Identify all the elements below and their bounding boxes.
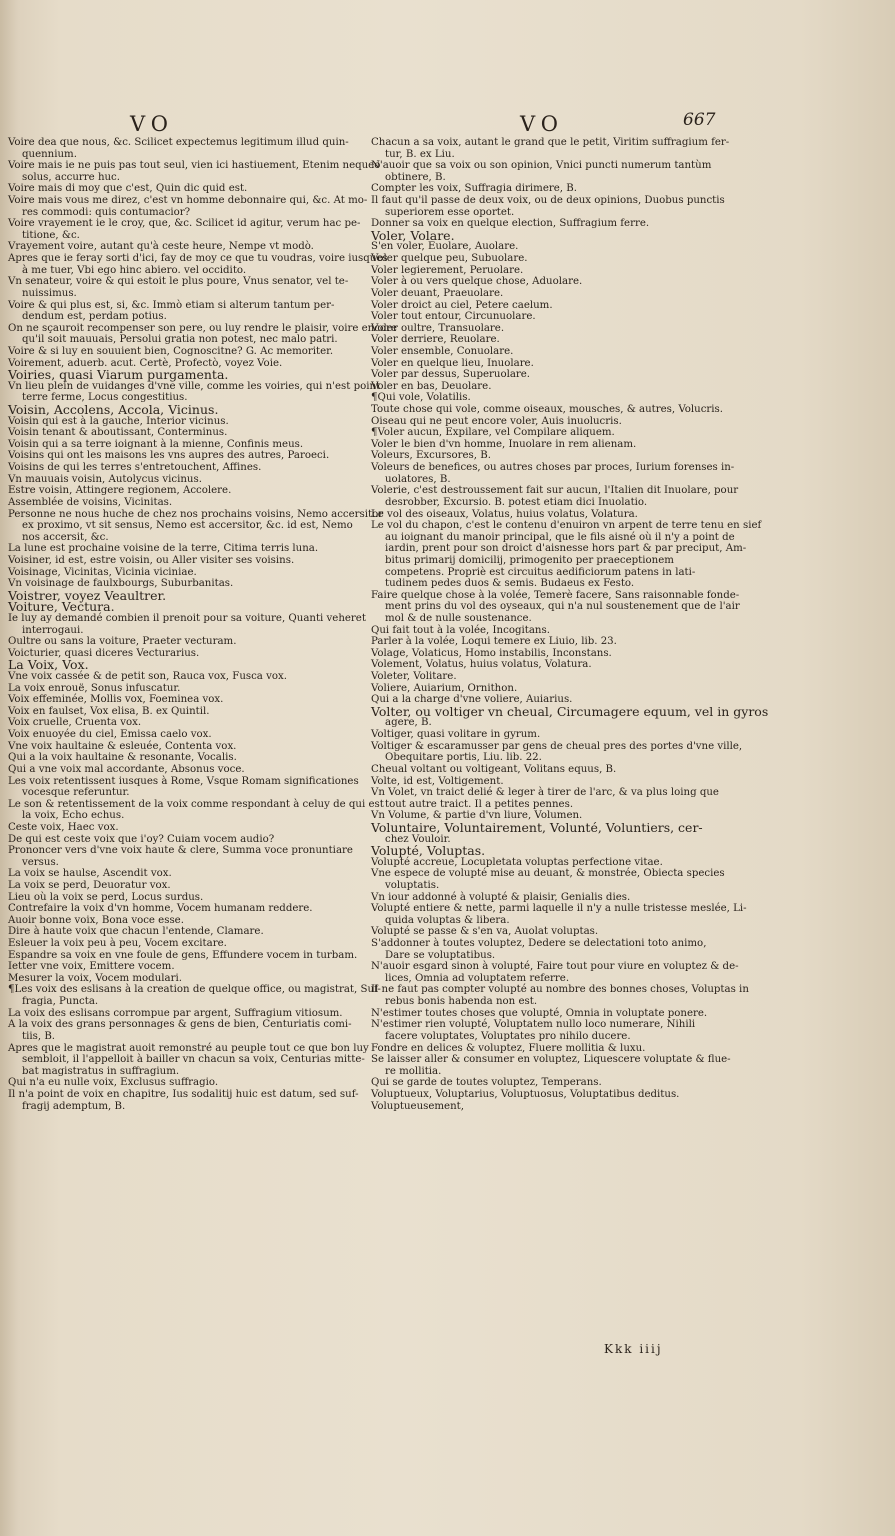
entry-line: Fondre en delices & voluptez, Fluere mollitia & luxu.: [371, 1042, 646, 1054]
entry-line: ¶Les voix des eslisans à la creation de quelque office, ou magistrat, Suf-: [8, 984, 381, 996]
entry-line: Voisins de qui les terres s'entretouchent, Affines.: [8, 462, 262, 474]
entry-line: Il faut qu'il passe de deux voix, ou de deux opinions, Duobus punctis: [371, 195, 725, 207]
entry-line: Compter les voix, Suffragia dirimere, B.: [371, 183, 577, 195]
entry-line: Voix effeminée, Mollis vox, Foeminea vox.: [8, 694, 224, 706]
entry-line: vocesque referuntur.: [22, 787, 130, 799]
entry-line: Voisinage, Vicinitas, Vicinia viciniae.: [8, 566, 197, 578]
entry-line: Vn mauuais voisin, Autolycus vicinus.: [8, 473, 202, 485]
entry-line: interrogaui.: [22, 624, 84, 636]
entry-line: Voluptueusement,: [371, 1100, 464, 1112]
entry-line: Apres que ie feray sorti d'ici, fay de moy ce que tu voudras, voire iusques: [8, 253, 388, 265]
entry-line: Voler par dessus, Superuolare.: [371, 369, 531, 381]
entry-line: Qui n'a eu nulle voix, Exclusus suffragio.: [8, 1077, 219, 1089]
entry-line: competens. Propriè est circuitus aedificiorum patens in lati-: [385, 566, 696, 578]
entry-line: ¶Voler aucun, Expilare, vel Compilare aliquem.: [371, 427, 615, 439]
entry-line: N'auoir esgard sinon à volupté, Faire tout pour viure en voluptez & de-: [371, 961, 739, 973]
entry-line: Voirement, aduerb. acut. Certè, Profectò, voyez Voie.: [8, 357, 283, 369]
entry-line: quennium.: [22, 148, 77, 160]
entry-line: Donner sa voix en quelque election, Suffragium ferre.: [371, 218, 650, 230]
entry-line: Ie luy ay demandé combien il prenoit pour sa voiture, Quanti veheret: [8, 612, 366, 624]
entry-line: Vrayement voire, autant qu'à ceste heure, Nempe vt modò.: [8, 241, 314, 253]
entry-line: La lune est prochaine voisine de la terre, Citima terris luna.: [8, 543, 319, 555]
entry-line: La Voix, Vox.: [8, 657, 89, 673]
entry-line: N'auoir que sa voix ou son opinion, Vnici puncti numerum tantùm: [371, 160, 712, 172]
right-column: [371, 137, 769, 1112]
entry-line: iardin, prent pour son droict d'aisnesse hors part & par preciput, Am-: [385, 543, 747, 555]
entry-line: A la voix des grans personnages & gens de bien, Centuriatis comi-: [8, 1019, 352, 1031]
entry-line: Volerie, c'est destroussement fait sur aucun, l'Italien dit Inuolare, pour: [371, 485, 739, 497]
entry-line: Volupté accreue, Locupletata voluptas perfectione vitae.: [371, 856, 663, 868]
entry-line: Voler legierement, Peruolare.: [371, 264, 524, 276]
entry-line: nos accersit, &c.: [22, 531, 109, 543]
entry-line: Voltiger & escaramusser par gens de cheual pres des portes d'vne ville,: [371, 740, 743, 752]
entry-line: chez Vouloir.: [385, 833, 451, 845]
entry-line: fragij ademptum, B.: [22, 1100, 126, 1112]
entry-line: Mesurer la voix, Vocem modulari.: [8, 972, 182, 984]
entry-line: Voistrer, voyez Veaultrer.: [8, 587, 167, 603]
left-column: [8, 137, 397, 1112]
entry-line: Voler, Volare.: [371, 227, 455, 243]
entry-line: Vn voisinage de faulxbourgs, Suburbanitas.: [8, 578, 234, 590]
entry-line: Voiture, Vectura.: [8, 599, 115, 615]
entry-line: N'estimer toutes choses que volupté, Omnia in voluptate ponere.: [371, 1007, 708, 1019]
entry-line: La voix des eslisans corrompue par argent, Suffragium vitiosum.: [8, 1007, 343, 1019]
entry-line: la voix, Echo echus.: [22, 810, 125, 822]
entry-line: Voler derriere, Reuolare.: [371, 334, 500, 346]
entry-line: Volupté, Voluptas.: [371, 843, 486, 859]
entry-line: qu'il soit mauuais, Persolui gratia non potest, nec malo patri.: [22, 334, 338, 346]
entry-line: Voire mais ie ne puis pas tout seul, vien ici hastiuement, Etenim nequeo: [8, 160, 381, 172]
entry-line: Voire & si luy en souuient bien, Cognoscitne? G. Ac memoriter.: [8, 345, 334, 357]
entry-line: Voluntaire, Voluntairement, Volunté, Voluntiers, cer-: [371, 819, 703, 835]
entry-line: Prononcer vers d'vne voix haute & clere, Summa voce pronuntiare: [8, 845, 353, 857]
entry-line: Vn Volume, & partie d'vn liure, Volumen.: [371, 810, 583, 822]
entry-line: facere voluptates, Voluptates pro nihilo ducere.: [385, 1030, 631, 1042]
entry-line: fragia, Puncta.: [22, 996, 99, 1008]
entry-line: tout autre traict. Il a petites pennes.: [385, 798, 574, 810]
entry-line: La voix se haulse, Ascendit vox.: [8, 868, 172, 880]
entry-line: nuissimus.: [22, 287, 77, 299]
entry-line: Parler à la volée, Loqui temere ex Liuio, lib. 23.: [371, 636, 617, 648]
entry-line: Esleuer la voix peu à peu, Vocem excitare.: [8, 938, 227, 950]
entry-line: Voire mais di moy que c'est, Quin dic quid est.: [8, 183, 248, 195]
entry-line: Voleurs de benefices, ou autres choses par proces, Iurium forenses in-: [371, 462, 735, 474]
entry-line: Apres que le magistrat auoit remonstré au peuple tout ce que bon luy: [8, 1042, 369, 1054]
entry-line: Volte, id est, Voltigement.: [371, 775, 504, 787]
entry-line: Le vol des oiseaux, Volatus, huius volatus, Volatura.: [371, 508, 638, 520]
entry-line: Il ne faut pas compter volupté au nombre des bonnes choses, Voluptas in: [371, 984, 749, 996]
entry-line: Personne ne nous huche de chez nos prochains voisins, Nemo accersitor: [8, 508, 384, 520]
entry-line: Le son & retentissement de la voix comme respondant à celuy de qui est: [8, 798, 384, 810]
entry-line: Vn lieu plein de vuidanges d'vne ville, comme les voiries, qui n'est point: [8, 380, 381, 392]
entry-line: res commodi: quis contumacior?: [22, 206, 191, 218]
entry-line: bat magistratus in suffragium.: [22, 1065, 180, 1077]
entry-line: Voler deuant, Praeuolare.: [371, 287, 504, 299]
entry-line: Il n'a point de voix en chapitre, Ius sodalitij huic est datum, sed suf-: [8, 1088, 359, 1100]
entry-line: Voler en bas, Deuolare.: [371, 380, 492, 392]
entry-line: voluptatis.: [385, 880, 440, 891]
entry-line: Volupté entiere & nette, parmi laquelle il n'y a nulle tristesse meslée, Li-: [371, 903, 747, 915]
entry-line: Voix enuoyée du ciel, Emissa caelo vox.: [8, 729, 212, 741]
entry-line: Vne voix cassée & de petit son, Rauca vox, Fusca vox.: [8, 671, 287, 683]
entry-line: Vne espece de volupté mise au deuant, & monstrée, Obiecta species: [371, 868, 725, 880]
entry-line: Toute chose qui vole, comme oiseaux, mousches, & autres, Volucris.: [371, 404, 724, 416]
entry-line: Contrefaire la voix d'vn homme, Vocem humanam reddere.: [8, 903, 313, 915]
running-head-right: VO: [520, 112, 565, 136]
entry-line: Dire à haute voix que chacun l'entende, Clamare.: [8, 926, 264, 938]
entry-line: La voix se perd, Deuoratur vox.: [8, 880, 171, 891]
entry-line: Qui a vne voix mal accordante, Absonus voce.: [8, 763, 245, 775]
entry-line: Auoir bonne voix, Bona voce esse.: [8, 914, 184, 926]
entry-line: uolatores, B.: [385, 473, 451, 485]
entry-line: On ne sçauroit recompenser son pere, ou luy rendre le plaisir, voire encore: [8, 322, 397, 334]
entry-line: Voix cruelle, Cruenta vox.: [8, 717, 142, 729]
entry-line: Voler le bien d'vn homme, Inuolare in rem alienam.: [371, 438, 637, 450]
entry-line: Voire dea que nous, &c. Scilicet expectemus legitimum illud quin-: [8, 137, 349, 148]
entry-line: Volement, Volatus, huius volatus, Volatura.: [371, 659, 592, 671]
entry-line: mol & de nulle soustenance.: [385, 612, 532, 624]
entry-line: Voiries, quasi Viarum purgamenta.: [8, 367, 229, 383]
entry-line: De qui est ceste voix que i'oy? Cuiam vocem audio?: [8, 833, 275, 845]
entry-line: superiorem esse oportet.: [385, 206, 515, 218]
entry-line: à me tuer, Vbi ego hinc abiero. vel occidito.: [22, 264, 247, 276]
entry-line: N'estimer rien volupté, Voluptatem nullo loco numerare, Nihili: [371, 1019, 696, 1031]
entry-line: obtinere, B.: [385, 171, 446, 183]
entry-line: Voisiner, id est, estre voisin, ou Aller visiter ses voisins.: [8, 554, 295, 566]
entry-line: tudinem pedes duos & semis. Budaeus ex Festo.: [385, 578, 635, 590]
entry-line: Cheual voltant ou voltigeant, Volitans equus, B.: [371, 763, 617, 775]
entry-line: Voire mais vous me direz, c'est vn homme debonnaire qui, &c. At mo-: [8, 195, 368, 207]
entry-line: tur, B. ex Liu.: [385, 148, 455, 160]
entry-line: re mollitia.: [385, 1065, 442, 1077]
entry-line: Volupté se passe & s'en va, Auolat voluptas.: [371, 926, 599, 938]
entry-line: Voler à ou vers quelque chose, Aduolare.: [371, 276, 583, 288]
entry-line: Qui se garde de toutes voluptez, Temperans.: [371, 1077, 602, 1089]
entry-line: Qui fait tout à la volée, Incogitans.: [371, 624, 550, 636]
entry-line: ment prins du vol des oyseaux, qui n'a nul soustenement que de l'air: [385, 601, 740, 613]
entry-line: Ietter vne voix, Emittere vocem.: [8, 961, 175, 973]
entry-line: Voltiger, quasi volitare in gyrum.: [371, 729, 541, 741]
entry-line: au ioignant du manoir principal, que le fils aisné où il n'y a point de: [385, 531, 735, 543]
entry-line: bitus primarij domicilij, primogenito per praeceptionem: [385, 554, 674, 566]
entry-line: Dare se voluptatibus.: [385, 949, 496, 961]
entry-line: Chacun a sa voix, autant le grand que le petit, Viritim suffragium fer-: [371, 137, 730, 148]
entry-line: Oultre ou sans la voiture, Praeter vecturam.: [8, 636, 237, 648]
entry-line: Voire & qui plus est, si, &c. Immò etiam si alterum tantum per-: [8, 299, 335, 311]
entry-line: Vn iour addonné à volupté & plaisir, Genialis dies.: [371, 891, 631, 903]
entry-line: tiis, B.: [22, 1030, 56, 1042]
entry-line: Qui a la voix haultaine & resonante, Vocalis.: [8, 752, 237, 764]
entry-line: quida voluptas & libera.: [385, 914, 510, 926]
entry-line: ¶Qui vole, Volatilis.: [371, 392, 471, 404]
entry-line: Voisin qui a sa terre ioignant à la mienne, Confinis meus.: [8, 438, 304, 450]
entry-line: Le vol du chapon, c'est le contenu d'enuiron vn arpent de terre tenu en sief: [371, 520, 762, 532]
entry-line: Voleter, Volitare.: [371, 671, 457, 683]
entry-line: Estre voisin, Attingere regionem, Accolere.: [8, 485, 232, 497]
entry-line: Voler oultre, Transuolare.: [371, 322, 505, 334]
entry-line: Voix en faulset, Vox elisa, B. ex Quintil.: [8, 705, 210, 717]
entry-line: Voisin, Accolens, Accola, Vicinus.: [8, 402, 219, 418]
entry-line: Voler ensemble, Conuolare.: [371, 345, 514, 357]
entry-line: Voire vrayement ie le croy, que, &c. Scilicet id agitur, verum hac pe-: [8, 218, 361, 230]
running-head-left: VO: [130, 112, 175, 136]
entry-line: S'en voler, Euolare, Auolare.: [371, 241, 519, 253]
entry-line: Voleurs, Excursores, B.: [371, 450, 491, 462]
entry-line: Voisins qui ont les maisons les vns aupres des autres, Paroeci.: [8, 450, 330, 462]
entry-line: desrobber, Excursio. B. potest etiam dici Inuolatio.: [385, 496, 648, 508]
entry-line: S'addonner à toutes voluptez, Dedere se delectationi toto animo,: [371, 938, 707, 950]
entry-line: Obequitare portis, Liu. lib. 22.: [385, 752, 542, 764]
entry-line: Lieu où la voix se perd, Locus surdus.: [8, 891, 204, 903]
entry-line: dendum est, perdam potius.: [22, 311, 167, 323]
page-number: 667: [683, 110, 716, 130]
entry-line: Voler tout entour, Circunuolare.: [371, 311, 536, 323]
entry-line: versus.: [22, 856, 59, 868]
entry-line: lices, Omnia ad voluptatem referre.: [385, 972, 570, 984]
entry-line: sembloit, il l'appelloit à bailler vn chacun sa voix, Centurias mitte-: [22, 1054, 365, 1066]
entry-line: Espandre sa voix en vne foule de gens, Effundere vocem in turbam.: [8, 949, 358, 961]
entry-line: Ceste voix, Haec vox.: [8, 821, 119, 833]
entry-line: Les voix retentissent iusques à Rome, Vsque Romam significationes: [8, 775, 359, 787]
entry-line: Voler en quelque lieu, Inuolare.: [371, 357, 534, 369]
entry-line: Vn Volet, vn traict delié & leger à tirer de l'arc, & va plus loing que: [371, 787, 719, 799]
entry-line: ex proximo, vt sit sensus, Nemo est accersitor, &c. id est, Nemo: [22, 520, 353, 532]
entry-line: Vn senateur, voire & qui estoit le plus poure, Vnus senator, vel te-: [8, 276, 349, 288]
entry-line: Voisin qui est à la gauche, Interior vicinus.: [8, 415, 229, 427]
entry-line: rebus bonis habenda non est.: [385, 996, 538, 1008]
entry-line: Voluptueux, Voluptarius, Voluptuosus, Voluptatibus deditus.: [371, 1088, 680, 1100]
entry-line: Oiseau qui ne peut encore voler, Auis inuolucris.: [371, 415, 622, 427]
entry-line: Volter, ou voltiger vn cheual, Circumagere equum, vel in gyros: [371, 703, 769, 719]
entry-line: Voisin tenant & aboutissant, Conterminus.: [8, 427, 228, 439]
entry-line: Qui a la charge d'vne voliere, Auiarius.: [371, 694, 573, 706]
entry-line: titione, &c.: [22, 229, 80, 241]
entry-line: agere, B.: [385, 717, 432, 729]
entry-line: solus, accurre huc.: [22, 171, 121, 183]
entry-line: terre ferme, Locus congestitius.: [22, 392, 188, 404]
entry-line: Faire quelque chose à la volée, Temerè facere, Sans raisonnable fonde-: [371, 589, 740, 601]
entry-line: Vne voix haultaine & esleuée, Contenta vox.: [8, 740, 237, 752]
entry-line: Voler droict au ciel, Petere caelum.: [371, 299, 553, 311]
entry-line: Voler quelque peu, Subuolare.: [371, 253, 528, 265]
entry-line: Assemblée de voisins, Vicinitas.: [8, 496, 173, 508]
entry-line: Se laisser aller & consumer en voluptez, Liquescere voluptate & flue-: [371, 1054, 731, 1066]
entry-line: Volage, Volaticus, Homo instabilis, Inconstans.: [371, 647, 612, 659]
entry-line: Voicturier, quasi diceres Vecturarius.: [8, 647, 200, 659]
entry-line: La voix enrouë, Sonus infuscatur.: [8, 682, 181, 694]
signature-mark: Kkk iiij: [604, 1342, 663, 1356]
entry-line: Voliere, Auiarium, Ornithon.: [371, 682, 518, 694]
